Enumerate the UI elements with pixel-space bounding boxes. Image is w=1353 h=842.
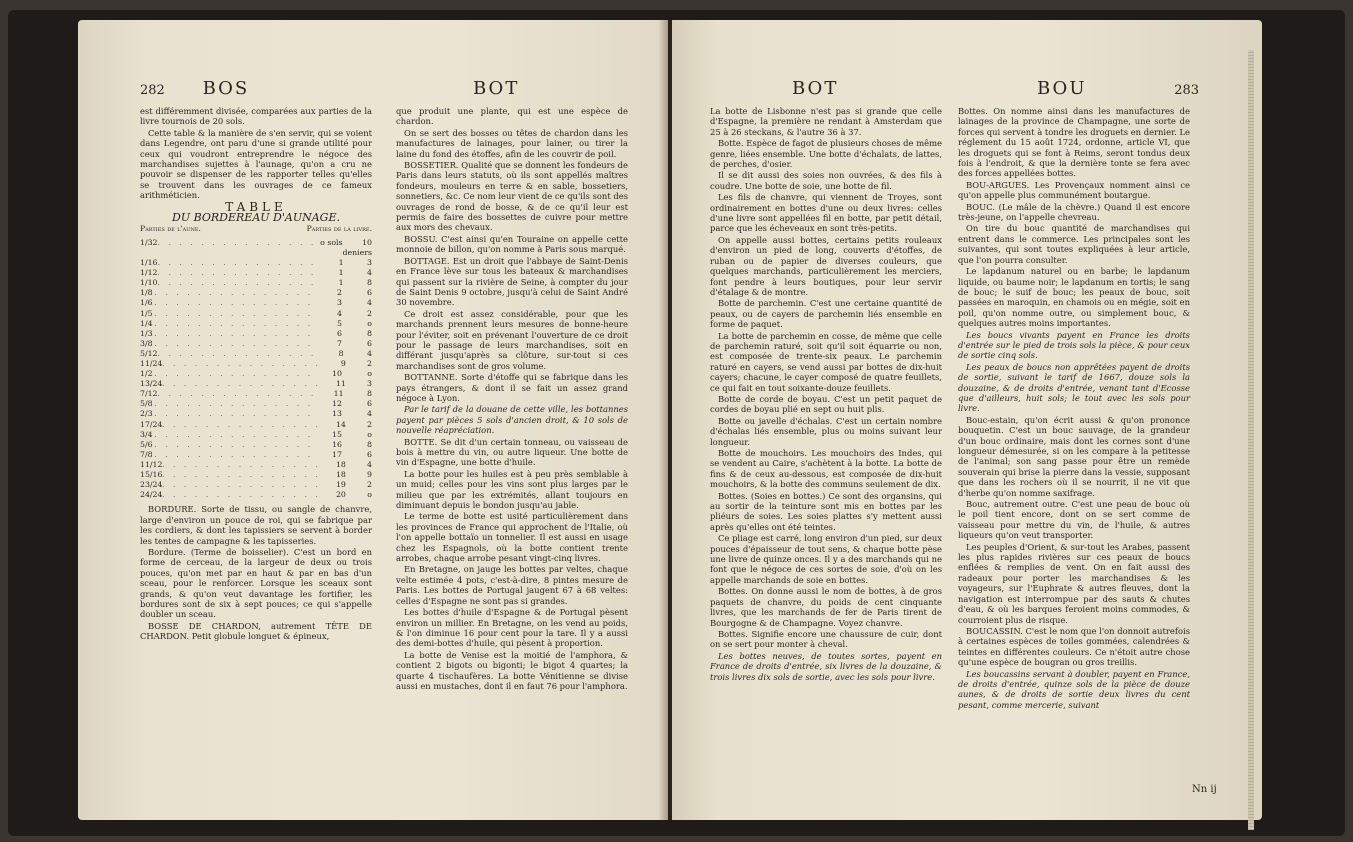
table-row bbox=[140, 359, 372, 369]
deniers-cell: 3 bbox=[367, 379, 372, 389]
sols-cell: 20 bbox=[335, 490, 346, 500]
leader-dots: . . . . . . . . . . . . . . . bbox=[162, 459, 321, 469]
paragraph: En Bretagne, on jauge les bottes par veltes, chaque velte estimée 4 pots, c'est-à-dire, 8 pintes mesure de Paris. Les bottes de Portugal jaugent 67 à 68 veltes: celles d'Espagne ne sont pas si grandes. bbox=[396, 564, 628, 606]
leader-dots: . . . . . . . . . . . . . . . bbox=[154, 409, 314, 419]
paragraph: Bordure. (Terme de boisselier). C'est un bord en forme de cerceau, de la largeur de deux ou trois pouces, qu'on met par en haut & par en bas d'un sceau, pour le renforcer. Lorsque les sceaux sont grands, & qu'on veut davantage les fortifier, les bordures sont de six à sept pouces; ce qui s'appelle doubler un sceau. bbox=[140, 546, 372, 620]
deniers-cell: 6 bbox=[367, 449, 372, 459]
aunage-table bbox=[140, 238, 372, 500]
deniers-cell: 4 bbox=[367, 459, 372, 469]
table-row bbox=[140, 480, 372, 490]
fraction-cell: 24/24 bbox=[140, 490, 163, 500]
sols-cell: 19 bbox=[335, 480, 346, 490]
table-row bbox=[140, 420, 372, 430]
table-row bbox=[140, 288, 372, 298]
fraction-cell: 17/24 bbox=[140, 419, 163, 429]
leader-dots: . . . . . . . . . . . . . . . bbox=[157, 348, 317, 358]
table-row bbox=[140, 440, 372, 450]
paragraph: Par le tarif de la douane de cette ville, les bottannes payent par pièces 5 sols d'ancien droit, & 10 sols de nouvelle réapréciation. bbox=[396, 404, 628, 436]
sols-cell: 10 bbox=[332, 369, 342, 379]
paragraph: Les bottes neuves, de toutes sortes, payent en France de droits d'entrée, six livres de la douzaine, & trois livres dix sols de sortie, avec les sols pour livre. bbox=[710, 650, 942, 682]
leader-dots: . . . . . . . . . . . . . . . bbox=[157, 237, 317, 247]
table-row bbox=[140, 379, 372, 389]
fraction-cell: 1/5 bbox=[140, 308, 153, 318]
deniers-cell: 8 bbox=[367, 328, 372, 338]
right-running-head-left: BOT bbox=[792, 78, 839, 99]
sols-cell: 17 bbox=[332, 449, 342, 459]
leader-dots: . . . . . . . . . . . . . . . bbox=[162, 359, 321, 368]
sols-cell: 1 bbox=[338, 268, 344, 278]
leader-dots: . . . . . . . . . . . . . . . bbox=[154, 338, 314, 348]
paragraph: La botte de Venise est la moitié de l'amphora, & contient 2 bigots ou bigonti; le bigot 4 quartes; la quarte 4 tischaufères. La botte Vénitienne se divise aussi en mustaches, dont il en faut 76 pour l'amphora. bbox=[396, 649, 628, 691]
paragraph: La botte de parchemin en cosse, de même que celle de parchemin raturé, soit qu'il soit équarrie ou non, est composée de trente-six peaux. Le parchemin raturé en cayers, se vend aussi par bottes de dix-huit cayers; chacune, le cayer composé de quatre feuillets, ce qui fait en tout soixante-douze feuillets. bbox=[710, 330, 942, 393]
deniers-cell: 8 bbox=[367, 278, 372, 288]
paragraph: BOTTE. Se dit d'un certain tonneau, ou vaisseau de bois à mettre du vin, ou autre liqueur. Une botte de vin d'Espagne, une botte d'huile. bbox=[396, 436, 628, 468]
paragraph: Les peaux de boucs non apprêtées payent de droits de sortie, suivant le tarif de 1667, douze sols la douzaine, & de droits d'entrée, venant tant d'Ecosse que d'ailleurs, huit sols; le tout avec les sols pour livre. bbox=[958, 361, 1190, 414]
sols-cell: 12 bbox=[332, 399, 342, 409]
leader-dots: . . . . . . . . . . . . . . . bbox=[154, 328, 314, 338]
paragraph: BORDURE. Sorte de tissu, ou sangle de chanvre, large d'environ un pouce de roi, qui se fabrique par les cordiers, & dont les tapissiers se servent à border les tentes de campagne & les tapisseries. bbox=[140, 504, 372, 546]
leader-dots: . . . . . . . . . . . . . . . bbox=[157, 258, 317, 268]
fraction-cell: 11/24 bbox=[140, 359, 163, 368]
paragraph: BOUCASSIN. C'est le nom que l'on donnoit autrefois à certaines espèces de toiles gommées, calendrées & teintes en différentes couleurs. Ce n'étoit autre chose qu'une espèce de bougran ou gros treillis. bbox=[958, 625, 1190, 668]
paragraph: Botte ou javelle d'échalas. C'est un certain nombre d'échalas liés ensemble, plus ou moins suivant leur longueur. bbox=[710, 415, 942, 447]
page-edges bbox=[1248, 50, 1254, 830]
fraction-cell: 5/6 bbox=[140, 439, 153, 449]
table-row bbox=[140, 238, 372, 258]
leader-dots: . . . . . . . . . . . . . . . bbox=[162, 419, 321, 429]
paragraph: Botte de parchemin. C'est une certaine quantité de peaux, ou de cayers de parchemin liés ensemble en forme de paquet. bbox=[710, 298, 942, 330]
right-page bbox=[672, 20, 1262, 820]
deniers-cell: o bbox=[367, 490, 372, 500]
paragraph: BOSSETIER. Qualité que se donnent les fondeurs de Paris dans leurs statuts, où ils sont appellés maîtres fondeurs, mouleurs en terre & en sable, bossetiers, sonnetiers, &c. Ce nom leur vient de ce qu'ils sont des ouvrages de rond de bosse, & de ce qu'il leur est permis de faire des bossettes de cuivre pour mettre aux mors des chevaux. bbox=[396, 160, 628, 233]
table-row bbox=[140, 430, 372, 440]
paragraph: BOUC. (Le mâle de la chèvre.) Quand il est encore très-jeune, on l'appelle chevreau. bbox=[958, 201, 1190, 223]
deniers-cell: 2 bbox=[367, 419, 372, 429]
left-page-number-and-head bbox=[140, 78, 249, 99]
leader-dots: . . . . . . . . . . . . . . . bbox=[154, 399, 314, 409]
sols-cell: 6 bbox=[337, 328, 342, 338]
left-page bbox=[78, 20, 668, 820]
paragraph: Botte de mouchoirs. Les mouchoirs des Indes, qui se vendent au Caire, s'achètent à la botte. La botte de fins & de ceux au-dessous, est composée de dix-huit mouchoirs, & la botte des communs seulement de dix. bbox=[710, 448, 942, 490]
sols-cell: 5 bbox=[337, 318, 342, 328]
table-row bbox=[140, 319, 372, 329]
fraction-cell: 11/12 bbox=[140, 459, 163, 469]
table-row bbox=[140, 258, 372, 268]
table-row bbox=[140, 349, 372, 359]
paragraph: Bottes. On donne aussi le nom de bottes, à de gros paquets de chanvre, du poids de cent cinquante livres, que les marchands de fer de Paris tirent de Bourgogne & de Champagne. Voyez chanvre. bbox=[710, 586, 942, 628]
paragraph: BOTTANNE. Sorte d'étoffe qui se fabrique dans les pays étrangers, & dont il se fait un assez grand négoce à Lyon. bbox=[396, 372, 628, 403]
fraction-cell: 1/4 bbox=[140, 318, 153, 328]
table-row bbox=[140, 450, 372, 460]
paragraph: Botte. Espèce de fagot de plusieurs choses de même genre, liées ensemble. Une botte d'échalats, de lattes, de perches, d'osier. bbox=[710, 138, 942, 170]
deniers-cell: 3 bbox=[367, 258, 372, 268]
table-row bbox=[140, 460, 372, 470]
table-header bbox=[140, 224, 372, 234]
table-row bbox=[140, 369, 372, 379]
paragraph: est différemment divisée, comparées aux parties de la livre tournois de 20 sols. bbox=[140, 106, 372, 127]
sols-cell: 4 bbox=[337, 308, 342, 318]
fraction-cell: 1/8 bbox=[140, 288, 153, 298]
left-running-head-right: BOT bbox=[473, 78, 520, 99]
fraction-cell: 3/8 bbox=[140, 338, 153, 348]
leader-dots: . . . . . . . . . . . . . . . bbox=[157, 278, 317, 288]
deniers-cell: 6 bbox=[367, 338, 372, 348]
table-row bbox=[140, 490, 372, 500]
paragraph: Bottes. Signifie encore une chaussure de cuir, dont on se sert pour monter à cheval. bbox=[710, 628, 942, 650]
sols-cell: 1 bbox=[338, 258, 344, 268]
leader-dots: . . . . . . . . . . . . . . . bbox=[162, 379, 321, 389]
fraction-cell: 2/3 bbox=[140, 409, 153, 419]
fraction-cell: 7/8 bbox=[140, 449, 153, 459]
deniers-cell: o bbox=[367, 429, 372, 439]
deniers-cell: 6 bbox=[367, 399, 372, 409]
fraction-cell: 1/12 bbox=[140, 268, 158, 278]
leader-dots: . . . . . . . . . . . . . . . bbox=[162, 470, 321, 480]
leader-dots: . . . . . . . . . . . . . . . bbox=[154, 308, 314, 318]
sols-cell: 15 bbox=[332, 429, 342, 439]
sols-cell: 18 bbox=[335, 470, 346, 480]
deniers-cell: 9 bbox=[367, 470, 372, 480]
signature-mark: Nn ij bbox=[1192, 784, 1217, 795]
sols-cell: 16 bbox=[332, 439, 342, 449]
table-title: TABLE bbox=[225, 199, 287, 214]
sols-cell: 11 bbox=[333, 389, 344, 399]
table-header-right: Parties de la livre. bbox=[306, 224, 372, 234]
sols-cell: o sols bbox=[320, 237, 343, 247]
deniers-cell: 8 bbox=[367, 389, 372, 399]
deniers-cell: o bbox=[367, 369, 372, 379]
leader-dots: . . . . . . . . . . . . . . . bbox=[154, 429, 314, 439]
sols-cell: 13 bbox=[332, 409, 342, 419]
fraction-cell: 23/24 bbox=[140, 480, 163, 490]
paragraph: Le lapdanum naturel ou en barbe; le lapdanum liquide, ou baume noir; le lapdanum en tortis; le sang de bouc; le suif de bouc; les peaux de bouc, soit passées en maroquin, en chamois ou en mégie, soit en poil, qu'on nomme outre, ou simplement bouc, & quelques autres moins importantes. bbox=[958, 266, 1190, 329]
fraction-cell: 5/8 bbox=[140, 399, 153, 409]
paragraph: Bottes. (Soies en bottes.) Ce sont des organsins, qui au sortir de la teinture sont mis en bottes par les pliéurs de soies. Les soies plattes s'y mettent aussi après qu'elles ont été teintes. bbox=[710, 490, 942, 532]
right-page-column-2 bbox=[958, 106, 1190, 711]
table-row bbox=[140, 329, 372, 339]
paragraph: BOTTAGE. Est un droit que l'abbaye de Saint-Denis en France lève sur tous les bateaux & marchandises qui passent sur la rivière de Seine, à compter du jour de Saint Denis 9 octobre, jusqu'à celui de Saint André 30 novembre. bbox=[396, 255, 628, 308]
paragraph: que produit une plante, qui est une espèce de chardon. bbox=[396, 106, 628, 127]
fraction-cell: 15/16 bbox=[140, 470, 163, 480]
table-subtitle: DU BORDEREAU D'AUNAGE. bbox=[172, 211, 340, 225]
fraction-cell: 13/24 bbox=[140, 379, 163, 389]
table-row bbox=[140, 399, 372, 409]
paragraph: Les boucs vivants payent en France les droits d'entrée sur le pied de trois sols la pièce, & pour ceux de sortie cinq sols. bbox=[958, 329, 1190, 361]
table-row bbox=[140, 298, 372, 308]
table-row bbox=[140, 268, 372, 278]
fraction-cell: 1/6 bbox=[140, 298, 153, 308]
fraction-cell: 7/12 bbox=[140, 389, 158, 399]
deniers-cell: o bbox=[367, 318, 372, 328]
table-row bbox=[140, 309, 372, 319]
paragraph: Il se dit aussi des soies non ouvrées, & des fils à coudre. Une botte de soie, une botte de fil. bbox=[710, 170, 942, 191]
deniers-cell: 2 bbox=[367, 359, 372, 368]
leader-dots: . . . . . . . . . . . . . . . bbox=[154, 449, 314, 459]
leader-dots: . . . . . . . . . . . . . . . bbox=[154, 369, 314, 379]
paragraph: On tire du bouc quantité de marchandises qui entrent dans le commerce. Les principales sont les suivantes, qui sont toutes expliquées à leur article, que l'on pourra consulter. bbox=[958, 223, 1190, 265]
paragraph: Cette table & la manière de s'en servir, qui se voient dans Legendre, ont paru d'une si grande utilité pour ceux qui voudront entreprendre le négoce des marchandises sujettes à l'aunage, qu'on a cru ne pouvoir se dispenser de les rapporter telles qu'elles se trouvent dans les ouvrages de ce fameux arithméticien. bbox=[140, 127, 372, 201]
paragraph: Botte de corde de boyau. C'est un petit paquet de cordes de boyau plié en sept ou huit plis. bbox=[710, 393, 942, 415]
sols-cell: 3 bbox=[337, 298, 342, 308]
paragraph: Les bottes d'huile d'Espagne & de Portugal pèsent environ un millier. En Bretagne, on les vend au poids, & l'on diminue 16 pour cent pour la tare. Il y a aussi des demi-bottes d'huile, qui pèsent à proportion. bbox=[396, 607, 628, 649]
fraction-cell: 3/4 bbox=[140, 429, 153, 439]
deniers-cell: 2 bbox=[367, 480, 372, 490]
paragraph: La botte de Lisbonne n'est pas si grande que celle d'Espagne, la première ne rendant à Amsterdam que 25 à 26 steckans, & l'autre 36 à 37. bbox=[710, 106, 942, 137]
leader-dots: . . . . . . . . . . . . . . . bbox=[154, 318, 314, 328]
fraction-cell: 1/32 bbox=[140, 237, 158, 247]
right-page-head-right bbox=[1037, 78, 1199, 99]
paragraph: Les boucassins servant à doubler, payent en France, de droits d'entrée, quinze sols de la pièce de douze aunes, & de droits de sortie deux livres du cent pesant, comme mercerie, suivant bbox=[958, 668, 1190, 710]
deniers-cell: 2 bbox=[367, 308, 372, 318]
fraction-cell: 5/12 bbox=[140, 348, 158, 358]
table-row bbox=[140, 470, 372, 480]
fraction-cell: 1/10 bbox=[140, 278, 158, 288]
leader-dots: . . . . . . . . . . . . . . . bbox=[157, 268, 317, 278]
table-header-left: Parties de l'aune. bbox=[140, 224, 201, 234]
leader-dots: . . . . . . . . . . . . . . . bbox=[162, 490, 321, 500]
sols-cell: 11 bbox=[335, 379, 346, 389]
paragraph: Ce droit est assez considérable, pour que les marchands prennent leurs mesures de bonne-heure pour l'éviter, soit en prévenant l'ouverture de ce droit pour le passage de leurs marchandises, soit en différant jusqu'après sa clôture, sur-tout si ces marchandises sont de gros volume. bbox=[396, 308, 628, 371]
deniers-cell: 10 deniers bbox=[342, 237, 372, 257]
right-page-column-1 bbox=[710, 106, 942, 683]
sols-cell: 1 bbox=[338, 278, 344, 288]
paragraph: BOSSE DE CHARDON, autrement TÊTE DE CHARDON. Petit globule longuet & épineux, bbox=[140, 620, 372, 642]
table-row bbox=[140, 339, 372, 349]
sols-cell: 2 bbox=[337, 288, 342, 298]
right-page-number: 283 bbox=[1174, 83, 1200, 98]
right-running-head-right: BOU bbox=[1037, 78, 1087, 99]
table-row bbox=[140, 278, 372, 288]
paragraph: La botte pour les huiles est à peu près semblable à un muid; celles pour les vins sont plus larges par le milieu que par les extrémités, allant toujours en diminuant depuis le bondon jusqu'au jable. bbox=[396, 468, 628, 511]
paragraph: Ce pliage est carré, long environ d'un pied, sur deux pouces d'épaisseur de tout sens, & chaque botte pèse une livre de quinze onces. Il y a des marchands qui ne font que le négoce de ces sortes de soie, d'où on les appelle marchands de soie en bottes. bbox=[710, 533, 942, 585]
leader-dots: . . . . . . . . . . . . . . . bbox=[154, 288, 314, 298]
table-row bbox=[140, 389, 372, 399]
leader-dots: . . . . . . . . . . . . . . . bbox=[157, 389, 317, 399]
leader-dots: . . . . . . . . . . . . . . . bbox=[154, 439, 314, 449]
deniers-cell: 6 bbox=[367, 288, 372, 298]
deniers-cell: 4 bbox=[367, 268, 372, 278]
deniers-cell: 8 bbox=[367, 439, 372, 449]
sols-cell: 8 bbox=[338, 348, 344, 358]
deniers-cell: 4 bbox=[367, 409, 372, 419]
paragraph: BOSSU. C'est ainsi qu'en Touraine on appelle cette monnoie de billon, qu'on nomme à Paris sous marqué. bbox=[396, 233, 628, 255]
paragraph: Bottes. On nomme ainsi dans les manufactures de lainages de la province de Champagne, une sorte de forces qui servent à tondre les droguets en dernier. Le réglement du 15 août 1724, ordonne, article VI, que les droguets qui se font à Reims, seront tondus deux fois à l'endroit, & que la dernière tonte se fera avec des forces appellées bottes. bbox=[958, 106, 1190, 179]
leader-dots: . . . . . . . . . . . . . . . bbox=[162, 480, 321, 490]
paragraph: Les fils de chanvre, qui viennent de Troyes, sont ordinairement en bottes d'une ou deux livres: celles d'une livre sont appellées fil en botte, par petit détail, parce que les écheveaux en sont très-petits. bbox=[710, 192, 942, 234]
deniers-cell: 4 bbox=[367, 298, 372, 308]
paragraph: BOU-ARGUES. Les Provençaux nomment ainsi ce qu'on appelle plus communément boutargue. bbox=[958, 179, 1190, 201]
paragraph: Bouc-estain, qu'on écrit aussi & qu'on prononce bouquetin. C'est un bouc sauvage, de la grandeur d'un bouc ordinaire, mais dont les cornes sont d'une longueur démesurée, si on les compare à la petitesse de l'animal; son sang passe pour être un remède souverain qui brise la pierre dans la vessie, supposant que dans les rochers où il se nourrit, il ne vit que d'herbe qu'on nomme saxifrage. bbox=[958, 414, 1190, 498]
sols-cell: 14 bbox=[335, 419, 346, 429]
paragraph: Les peuples d'Orient, & sur-tout les Arabes, passent les plus rapides rivières sur ces peaux de boucs enflées & remplies de vent. On en fait aussi des radeaux pour porter les marchandises & les voyageurs, sur l'Euphrate & autres fleuves, dont la navigation est interrompue par des sauts & chutes d'eau, & où les barques feroient moins commodes, & courroient plus de risque. bbox=[958, 541, 1190, 625]
paragraph: On appelle aussi bottes, certains petits rouleaux d'environ un pied de long, couverts d'étoffes, de ruban ou de papier de diverses couleurs, que quelques marchands, particulièrement les merciers, font pendre à leurs boutiques, pour leur servir d'étalage & de montre. bbox=[710, 234, 942, 297]
fraction-cell: 1/3 bbox=[140, 328, 153, 338]
fraction-cell: 1/16 bbox=[140, 258, 158, 268]
left-page-column-2 bbox=[396, 106, 628, 692]
left-page-number: 282 bbox=[140, 83, 165, 98]
fraction-cell: 1/2 bbox=[140, 369, 153, 379]
paragraph: On se sert des bosses ou têtes de chardon dans les manufactures de lainages, pour lainer, ou tirer la laine du fond des étoffes, afin de les couvrir de poil. bbox=[396, 127, 628, 159]
sols-cell: 9 bbox=[340, 359, 346, 368]
paragraph: Le terme de botte est usité particulièrement dans les provinces de France qui approchent de l'Italie, où l'on appelle bottaïo un tonnelier. Il est aussi en usage chez les Espagnols, où la botte contient trente arrobes, chaque arrobe pesant vingt-cinq livres. bbox=[396, 511, 628, 564]
left-running-head-left: BOS bbox=[202, 78, 250, 99]
sols-cell: 7 bbox=[337, 338, 342, 348]
left-page-column-1 bbox=[140, 106, 372, 643]
sols-cell: 18 bbox=[335, 459, 346, 469]
table-row bbox=[140, 409, 372, 419]
leader-dots: . . . . . . . . . . . . . . . bbox=[154, 298, 314, 308]
deniers-cell: 4 bbox=[367, 348, 372, 358]
paragraph: Bouc, autrement outre. C'est une peau de bouc où le poil tient encore, dont on se sert comme de vaisseau pour mettre du vin, de l'huile, & autres liqueurs qu'on veut transporter. bbox=[958, 499, 1190, 541]
